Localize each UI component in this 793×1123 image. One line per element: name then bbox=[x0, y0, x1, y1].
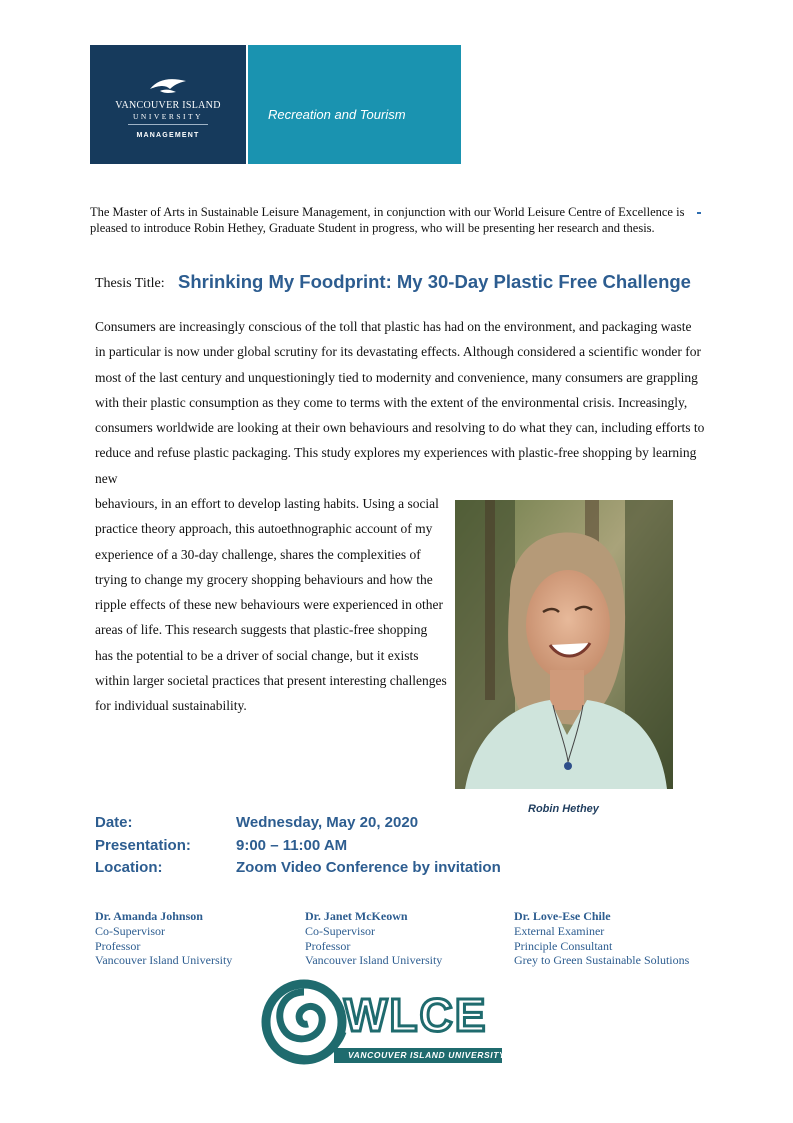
intro-paragraph: The Master of Arts in Sustainable Leisure Management, in conjunction with our World Leisure Centre of Excellence is pleased to introduce Robin Hethey, Graduate Student in progress, who will be presenting her research and thesis. bbox=[90, 205, 685, 235]
thesis-label: Thesis Title: bbox=[95, 276, 165, 291]
committee-member-3 bbox=[514, 909, 689, 968]
abstract-part-1: Consumers are increasingly conscious of the toll that plastic has had on the environment, and packaging waste in particular is now under global scrutiny for its devastating effects. Although considered a scientific wonder for most of the last century and unquestioningly tied to modernity and convenience, many consumers are grappling with their plastic consumption as they come to terms with the extent of the environmental crisis. Increasingly, consumers worldwide are looking at their own behaviours and resolving to do what they can, including efforts to reduce and refuse plastic packaging. This study explores my experiences with plastic-free shopping by learning new bbox=[95, 319, 705, 486]
university-name: VANCOUVER ISLAND bbox=[115, 100, 221, 111]
member-org: Vancouver Island University bbox=[305, 953, 443, 967]
photo-caption: Robin Hethey bbox=[528, 803, 599, 815]
university-word: UNIVERSITY bbox=[133, 112, 203, 121]
member-org: Vancouver Island University bbox=[95, 953, 233, 967]
member-name: Dr. Janet McKeown bbox=[305, 909, 408, 923]
member-org: Grey to Green Sustainable Solutions bbox=[514, 953, 690, 967]
member-title: Professor bbox=[95, 938, 141, 953]
department-name: Recreation and Tourism bbox=[268, 107, 406, 122]
member-name: Dr. Love-Ese Chile bbox=[514, 909, 611, 923]
wlce-acronym: WLCE bbox=[344, 989, 488, 1041]
abstract-part-2: behaviours, in an effort to develop lasting habits. Using a social practice theory approach, this autoethnographic account of my experience of a 30-day challenge, shares the complexities of trying to change my grocery shopping behaviours and how the ripple effects of these new behaviours were experienced in other areas of life. This research suggests that plastic-free shopping has the potential to be a driver of social change, but it exists within larger societal practices that present interesting challenges for individual sustainability. bbox=[95, 496, 447, 714]
member-role: Co-Supervisor bbox=[95, 924, 165, 938]
member-name: Dr. Amanda Johnson bbox=[95, 909, 203, 923]
decorative-dash bbox=[697, 212, 701, 214]
member-title: Principle Consultant bbox=[514, 938, 613, 953]
presentation-label: Presentation: bbox=[95, 837, 191, 854]
committee-member-1 bbox=[95, 909, 232, 968]
wlce-subtitle: VANCOUVER ISLAND UNIVERSITY bbox=[348, 1050, 506, 1060]
member-title: Professor bbox=[305, 938, 351, 953]
member-role: External Examiner bbox=[514, 924, 605, 938]
location-label: Location: bbox=[95, 859, 163, 876]
date-label: Date: bbox=[95, 814, 133, 831]
location-value: Zoom Video Conference by invitation bbox=[236, 859, 501, 876]
presentation-value: 9:00 – 11:00 AM bbox=[236, 837, 348, 854]
management-word: MANAGEMENT bbox=[136, 132, 200, 139]
wlce-logo bbox=[252, 970, 514, 1075]
department-banner bbox=[248, 45, 461, 164]
presenter-photo bbox=[455, 500, 673, 789]
member-role: Co-Supervisor bbox=[305, 924, 375, 938]
logo-divider bbox=[128, 124, 208, 125]
portrait-illustration bbox=[455, 500, 673, 789]
whale-tail-icon bbox=[148, 75, 188, 97]
date-value: Wednesday, May 20, 2020 bbox=[236, 814, 419, 831]
committee-member-2 bbox=[305, 909, 442, 968]
thesis-title: Shrinking My Foodprint: My 30-Day Plastic Free Challenge bbox=[178, 271, 691, 292]
